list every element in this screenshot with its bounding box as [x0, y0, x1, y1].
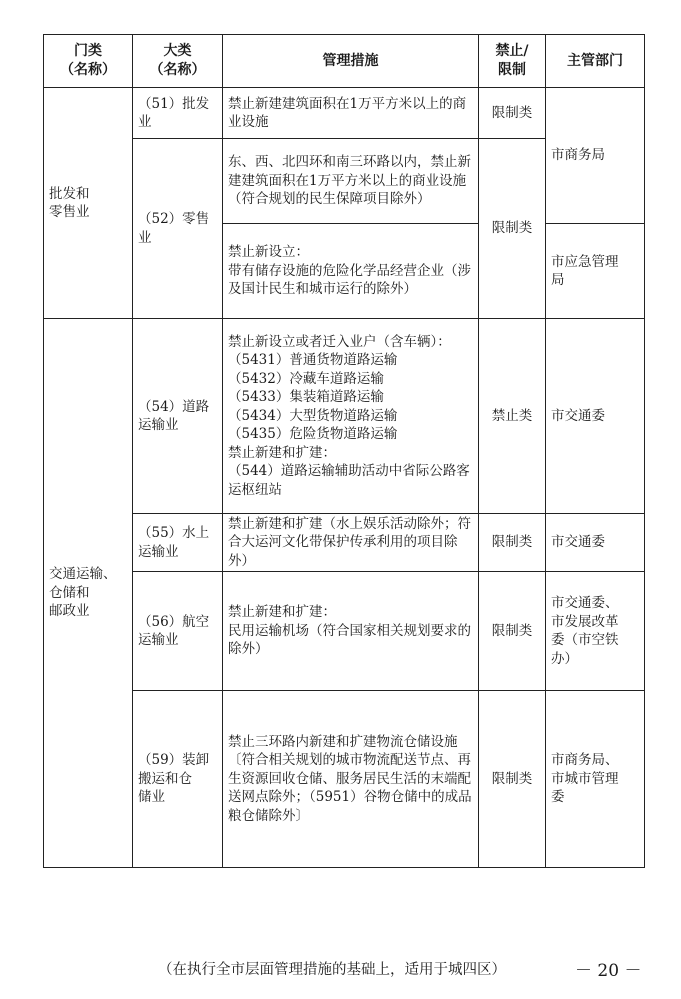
- subcategory-cell: （54）道路 运输业: [133, 319, 223, 514]
- table-row: [44, 572, 645, 691]
- table-row: [44, 319, 645, 514]
- subcategory-cell: （56）航空 运输业: [133, 572, 223, 691]
- header-category: 门类 （名称）: [44, 35, 133, 88]
- measure-cell: 东、西、北四环和南三环路以内，禁止新建建筑面积在1万平方米以上的商业设施（符合规划的民生保障项目除外）: [223, 139, 479, 224]
- measure-cell: 禁止新建和扩建（水上娱乐活动除外；符合大运河文化带保护传承利用的项目除外）: [223, 514, 479, 572]
- subcategory-cell: （59）装卸 搬运和仓 储业: [133, 691, 223, 868]
- type-cell: 限制类: [479, 514, 546, 572]
- measure-cell: 禁止新建建筑面积在1万平方米以上的商业设施: [223, 88, 479, 139]
- department-cell: 市交通委: [546, 514, 645, 572]
- footer-note: （在执行全市层面管理措施的基础上，适用于城四区）: [158, 962, 506, 978]
- measure-cell: 禁止新设立或者迁入业户（含车辆）： （5431）普通货物道路运输 （5432）冷藏车道路运输 （5433）集装箱道路运输 （5434）大型货物道路运输 （5435）危险货物道路运输 禁止新建和扩建： （544）道路运输辅助活动中省际公路客运枢纽站: [223, 319, 479, 514]
- policy-table: [43, 34, 645, 868]
- subcategory-cell: （52）零售 业: [133, 139, 223, 319]
- type-cell: 限制类: [479, 572, 546, 691]
- department-cell: 市应急管理 局: [546, 224, 645, 319]
- table-row: [44, 514, 645, 572]
- category-cell: 批发和 零售业: [44, 88, 133, 319]
- measure-cell: 禁止三环路内新建和扩建物流仓储设施〔符合相关规划的城市物流配送节点、再生资源回收仓储、服务居民生活的末端配送网点除外；（5951）谷物仓储中的成品粮仓储除外〕: [223, 691, 479, 868]
- department-cell: 市交通委、 市发展改革 委（市空铁 办）: [546, 572, 645, 691]
- header-type: 禁止/ 限制: [479, 35, 546, 88]
- header-measure: 管理措施: [223, 35, 479, 88]
- department-cell: 市商务局、 市城市管理 委: [546, 691, 645, 868]
- type-cell: 限制类: [479, 691, 546, 868]
- type-cell: 禁止类: [479, 319, 546, 514]
- table-row: [44, 88, 645, 139]
- page-number: － 20 －: [575, 961, 642, 981]
- category-cell: 交通运输、 仓储和 邮政业: [44, 319, 133, 868]
- header-department: 主管部门: [546, 35, 645, 88]
- subcategory-cell: （55）水上 运输业: [133, 514, 223, 572]
- type-cell: 限制类: [479, 88, 546, 139]
- header-subcategory: 大类 （名称）: [133, 35, 223, 88]
- table-header-row: [44, 35, 645, 88]
- table-row: [44, 691, 645, 868]
- subcategory-cell: （51）批发 业: [133, 88, 223, 139]
- measure-cell: 禁止新设立： 带有储存设施的危险化学品经营企业（涉及国计民生和城市运行的除外）: [223, 224, 479, 319]
- department-cell: 市交通委: [546, 319, 645, 514]
- department-cell: 市商务局: [546, 88, 645, 224]
- measure-cell: 禁止新建和扩建： 民用运输机场（符合国家相关规划要求的除外）: [223, 572, 479, 691]
- type-cell: 限制类: [479, 139, 546, 319]
